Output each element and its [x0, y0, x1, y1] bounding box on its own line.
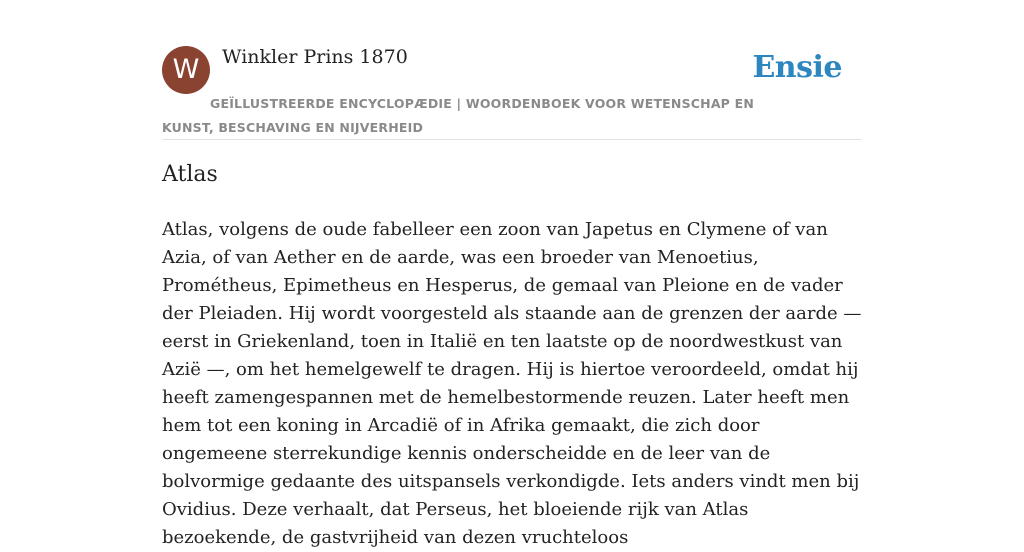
source-avatar[interactable]: W [162, 46, 210, 94]
source-title[interactable]: Winkler Prins 1870 [222, 46, 408, 68]
article-body: Atlas, volgens de oude fabelleer een zoon van Japetus en Clymene of van Azia, of van Aether en de aarde, was een broeder van Menoetius, Prométheus, Epimetheus en Hesperus, de gemaal van Pleione en de vader der Pleiaden. Hij wordt voorgesteld als staande aan de grenzen der aarde — eerst in Griekenland, toen in Italië en ten laatste op de noordwestkust van Azië —, om het hemelgewelf te dragen. Hij is hiertoe veroordeeld, omdat hij heeft zamengespannen met de hemelbestormende reuzen. Later heeft men hem tot een koning in Arcadië of in Afrika gemaakt, die zich door ongemeene sterrekundige kennis onderscheidde en de leer van de bolvormige gedaante des uitspansels verkondigde. Iets anders vindt men bij Ovidius. Deze verhaalt, dat Perseus, het bloeiende rijk van Atlas bezoekende, de gastvrijheid van dezen vruchteloos [162, 219, 862, 548]
header-divider [162, 139, 862, 140]
source-subtitle: GEÏLLUSTREERDE ENCYCLOPÆDIE | WOORDENBOEK VOOR WETENSCHAP EN KUNST, BESCHAVING EN NIJVERHEID [162, 96, 755, 135]
article-title: Atlas [162, 162, 218, 187]
brand-logo[interactable]: Ensie [752, 50, 842, 85]
